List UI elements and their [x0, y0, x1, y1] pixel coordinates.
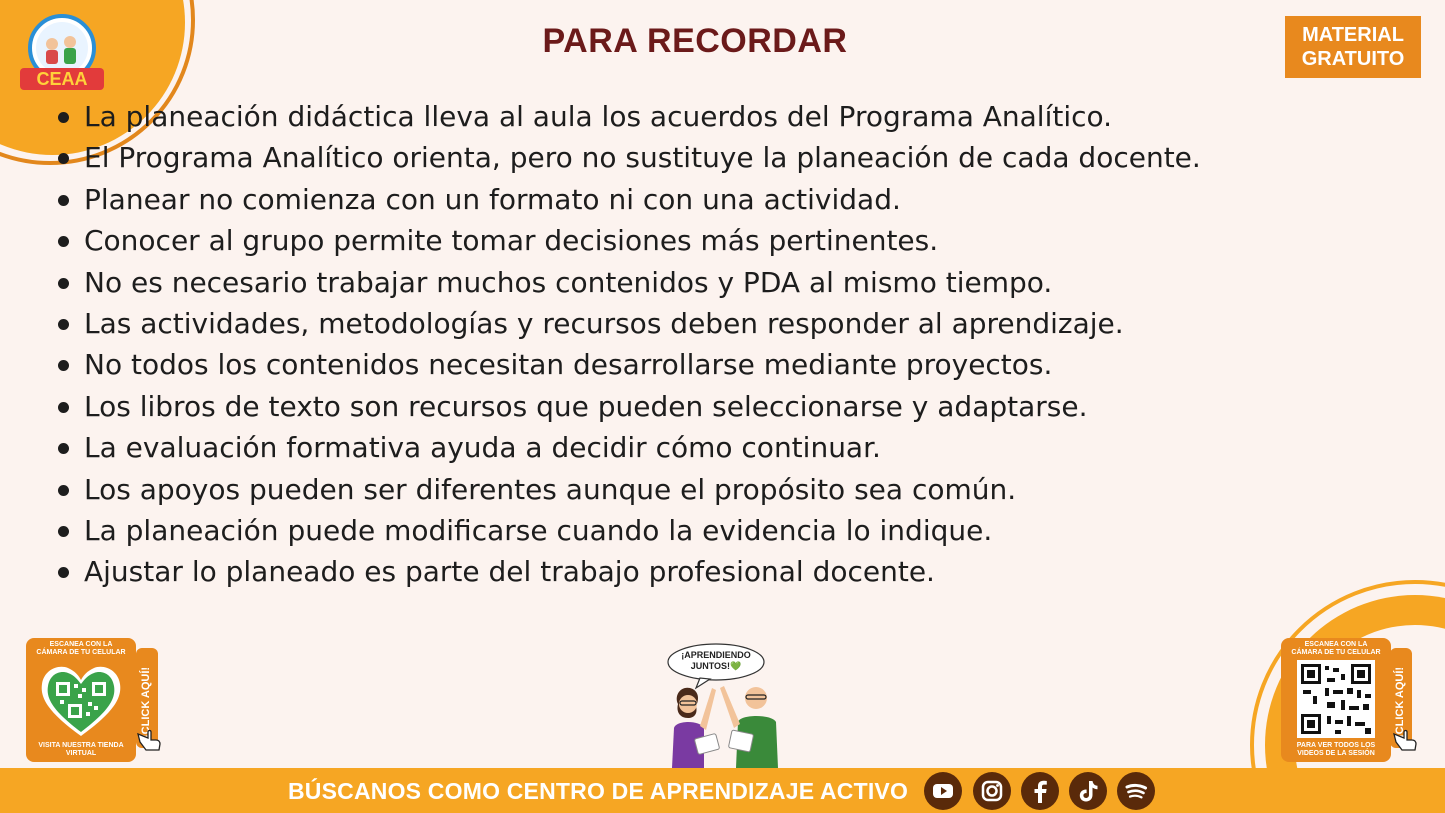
- teachers-illustration: [660, 640, 790, 768]
- tiktok-icon[interactable]: [1069, 772, 1107, 810]
- list-item: La evaluación formativa ayuda a decidir cómo continuar.: [56, 427, 1201, 468]
- page-title: PARA RECORDAR: [542, 22, 848, 60]
- badge-line-1: MATERIAL: [1302, 24, 1404, 46]
- list-item: Planear no comienza con un formato ni con una actividad.: [56, 179, 1201, 220]
- pointing-hand-icon: [1392, 728, 1418, 752]
- videos-qr-card[interactable]: [1281, 638, 1391, 762]
- qr-bottom-line-1: PARA VER TODOS LOS: [1296, 742, 1376, 749]
- bubble-line-1: ¡APRENDIENDO: [681, 650, 751, 660]
- list-item: No es necesario trabajar muchos contenidos y PDA al mismo tiempo.: [56, 262, 1201, 303]
- free-material-badge: [1285, 16, 1421, 78]
- qr-top-line-1: ESCANEA CON LA: [49, 641, 113, 648]
- qr-bottom-line-1: VISITA NUESTRA TIENDA: [38, 742, 124, 749]
- spotify-icon[interactable]: [1117, 772, 1155, 810]
- list-item: La planeación puede modificarse cuando la evidencia lo indique.: [56, 510, 1201, 551]
- qr-instructions: [26, 638, 136, 657]
- qr-bottom-line-2: VIDEOS DE LA SESIÓN: [1297, 750, 1375, 757]
- heart-qr-code-icon[interactable]: [38, 660, 124, 740]
- qr-instructions: [1281, 638, 1391, 657]
- store-qr-card[interactable]: [26, 638, 136, 762]
- bubble-line-2: JUNTOS!💚: [690, 661, 742, 671]
- qr-top-line-2: CÁMARA DE TU CELULAR: [1291, 649, 1381, 656]
- qr-caption: [1281, 742, 1391, 758]
- pointing-hand-icon: [136, 728, 162, 752]
- qr-code-icon[interactable]: [1293, 660, 1379, 740]
- list-item: El Programa Analítico orienta, pero no sustituye la planeación de cada docente.: [56, 137, 1201, 178]
- reminder-list: [56, 96, 1201, 593]
- facebook-icon[interactable]: [1021, 772, 1059, 810]
- instagram-icon[interactable]: [973, 772, 1011, 810]
- qr-top-line-2: CÁMARA DE TU CELULAR: [36, 649, 126, 656]
- list-item: Las actividades, metodologías y recursos deben responder al aprendizaje.: [56, 303, 1201, 344]
- click-here-label: ¡CLICK AQUÍ!: [140, 666, 152, 738]
- list-item: Los apoyos pueden ser diferentes aunque el propósito sea común.: [56, 469, 1201, 510]
- list-item: Ajustar lo planeado es parte del trabajo profesional docente.: [56, 551, 1201, 592]
- qr-top-line-1: ESCANEA CON LA: [1304, 641, 1368, 648]
- svg-text:CEAA: CEAA: [36, 69, 88, 89]
- qr-caption: [26, 742, 136, 758]
- list-item: La planeación didáctica lleva al aula los acuerdos del Programa Analítico.: [56, 96, 1201, 137]
- footer-bar: [0, 768, 1445, 813]
- list-item: Conocer al grupo permite tomar decisiones más pertinentes.: [56, 220, 1201, 261]
- click-here-label: ¡CLICK AQUÍ!: [1394, 666, 1406, 738]
- list-item: Los libros de texto son recursos que pueden seleccionarse y adaptarse.: [56, 386, 1201, 427]
- footer-text: BÚSCANOS COMO CENTRO DE APRENDIZAJE ACTIVO: [288, 778, 909, 804]
- qr-bottom-line-2: VIRTUAL: [65, 750, 97, 757]
- youtube-icon[interactable]: [924, 772, 962, 810]
- badge-line-2: GRATUITO: [1301, 48, 1405, 70]
- list-item: No todos los contenidos necesitan desarrollarse mediante proyectos.: [56, 344, 1201, 385]
